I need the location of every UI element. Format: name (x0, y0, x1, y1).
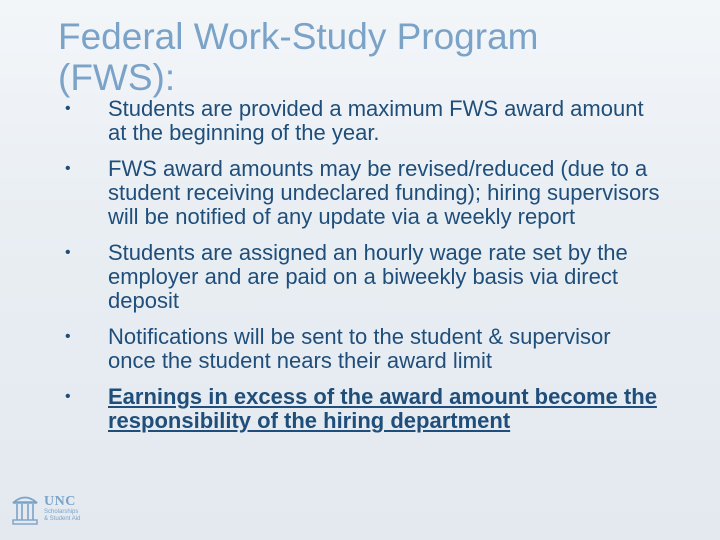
bullet-icon: • (65, 160, 71, 177)
logo-line2: & Student Aid (44, 516, 81, 522)
logo-name: UNC (44, 494, 76, 509)
bullet-item-emphasized (60, 385, 660, 433)
bullet-text: Students are assigned an hourly wage rate set by the employer and are paid on a biweekly basis via direct deposit (108, 240, 628, 313)
bullet-item (60, 241, 660, 313)
old-well-icon (12, 492, 38, 526)
logo-line1: Scholarships (44, 509, 79, 515)
bullet-text: FWS award amounts may be revised/reduced (due to a student receiving undeclared funding); hiring supervisors will be notified of any update via a weekly report (108, 156, 660, 229)
bullet-item (60, 97, 660, 145)
bullet-item (60, 325, 660, 373)
bullet-text: Students are provided a maximum FWS award amount at the beginning of the year. (108, 96, 644, 145)
bullet-text: Notifications will be sent to the student & supervisor once the student nears their award limit (108, 324, 611, 373)
bullet-item (60, 157, 660, 229)
logo-text (44, 495, 80, 523)
slide-title: Federal Work-Study Program (FWS): (58, 16, 539, 98)
bullet-text: Earnings in excess of the award amount become the responsibility of the hiring department (108, 384, 657, 433)
bullet-icon: • (65, 244, 71, 261)
bullet-icon: • (65, 328, 71, 345)
bullet-icon: • (65, 388, 71, 405)
bullet-icon: • (65, 100, 71, 117)
unc-logo (12, 492, 80, 526)
bullet-list (60, 97, 660, 445)
